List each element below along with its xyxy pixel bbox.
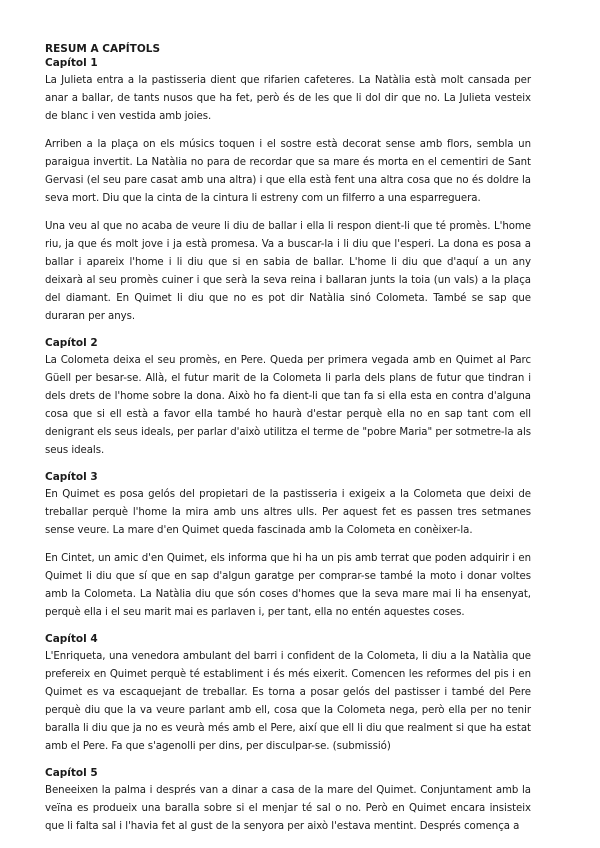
- paragraph: L'Enriqueta, una venedora ambulant del barri i confident de la Colometa, li diu a la Natàlia que prefereix en Quimet perquè té establiment i és més eixerit. Comencen les reformes del pis i en Quimet es va escaquejant de treballar. Es torna a posar gelós del pastisser i també del Pere perquè diu que la va veure parlant amb ell, cosa que la Colometa nega, però ella per no tenir baralla li diu que ja no es veurà més amb el Pere, així que ell li diu que realment si que ha estat amb el Pere. Fa que s'agenolli per dins, per disculpar-se. (submissió): [45, 651, 531, 752]
- paragraph: Beneeixen la palma i després van a dinar a casa de la mare del Quimet. Conjuntament amb la veïna es produeix una baralla sobre si el menjar té sal o no. Però en Quimet encara insisteix que li falta sal i l'havia fet al gust de la senyora per això l'estava mentint. Després comença a: [45, 785, 531, 832]
- paragraph: La Julieta entra a la pastisseria dient que rifarien cafeteres. La Natàlia està molt cansada per anar a ballar, de tants nusos que ha fet, però és de les que li dol dir que no. La Julieta vesteix de blanc i ven vestida amb joies.: [45, 75, 531, 122]
- paragraph: En Quimet es posa gelós del propietari de la pastisseria i exigeix a la Colometa que deixi de treballar perquè l'home la mira amb uns altres ulls. Per aquest fet es passen tres setmanes sense veure. La mare d'en Quimet queda fascinada amb la Colometa en conèixer-la.: [45, 489, 531, 536]
- paragraph: Arriben a la plaça on els músics toquen i el sostre està decorat sense amb flors, sembla un paraigua invertit. La Natàlia no para de recordar que sa mare és morta en el cementiri de Sant Gervasi (el seu pare casat amb una altra) i que ella està fent una altra cosa que no és doldre la seva mort. Diu que la cinta de la cintura li estreny com un filferro a una esparreguera.: [45, 139, 531, 204]
- chapter-heading: Capítol 2: [45, 337, 98, 349]
- paragraph: Una veu al que no acaba de veure li diu de ballar i ella li respon dient-li que té promès. L'home riu, ja que és molt jove i ja està promesa. Va a buscar-la i li diu que l'esperi. La dona es posa a ballar i apareix l'home i li diu que si en sabia de ballar. L'home li diu que d'aquí a un any deixarà al seu promès cuiner i que serà la seva reina i ballaran junts la toia (un vals) a la plaça del diamant. En Quimet li diu que no es pot dir Natàlia sinó Colometa. També se sap que duraran per anys.: [45, 221, 531, 322]
- chapter-heading: Capítol 1: [45, 57, 98, 69]
- paragraph: La Colometa deixa el seu promès, en Pere. Queda per primera vegada amb en Quimet al Parc Güell per besar-se. Allà, el futur marit de la Colometa li parla dels plans de futur que tindran i dels drets de l'home sobre la dona. Això ho fa dient-li que tan fa si ella esta en contra d'alguna cosa que si ell està a favor ella també ho haurà d'estar perquè ella no en sap tant com ell denigrant els seus ideals, per parlar d'això utilitza el terme de "pobre Maria" per sotmetre-la als seus ideals.: [45, 355, 531, 456]
- chapter-heading: Capítol 4: [45, 633, 98, 645]
- chapter-3: [45, 470, 531, 622]
- chapter-4: [45, 632, 531, 756]
- document-page: [45, 42, 531, 846]
- chapter-heading: Capítol 3: [45, 471, 98, 483]
- paragraph: En Cintet, un amic d'en Quimet, els informa que hi ha un pis amb terrat que poden adquirir i en Quimet li diu que sí que en sap d'algun garatge per comprar-se també la moto i donar voltes amb la Colometa. La Natàlia diu que són coses d'homes que la seva mare mai li ha ensenyat, perquè ella i el seu marit mai es parlaven i, per tant, ella no entén aquestes coses.: [45, 553, 531, 618]
- chapter-2: [45, 336, 531, 460]
- chapter-5: [45, 766, 531, 836]
- chapter-heading: Capítol 5: [45, 767, 98, 779]
- chapter-1: [45, 56, 531, 326]
- document-title: RESUM A CAPÍTOLS: [45, 43, 161, 55]
